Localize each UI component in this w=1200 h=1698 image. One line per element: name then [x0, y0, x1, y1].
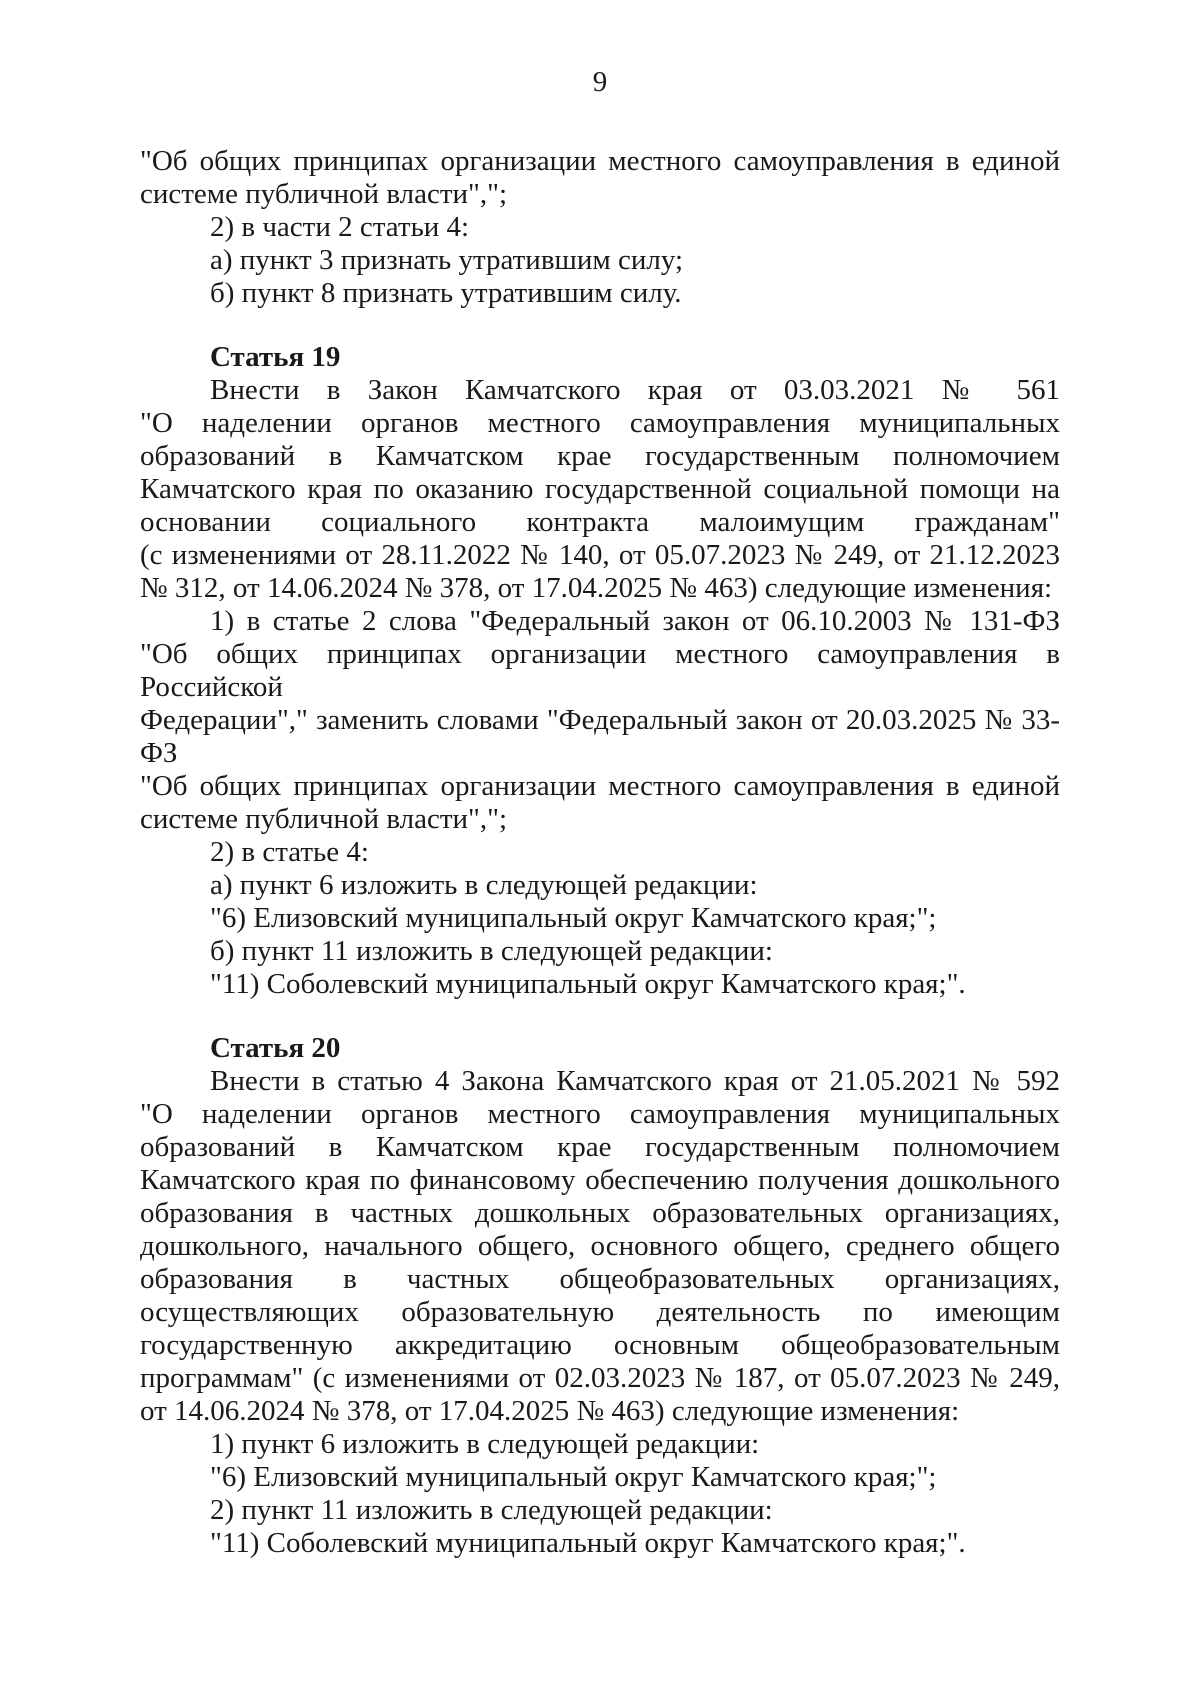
article-heading: Статья 20 — [210, 1032, 341, 1064]
text-line: Внести в статью 4 Закона Камчатского края от 21.05.2021 № 592 — [210, 1065, 1060, 1097]
text-line: от 14.06.2024 № 378, от 17.04.2025 № 463) следующие изменения: — [140, 1395, 960, 1427]
list-item: б) пункт 8 признать утратившим силу. — [210, 277, 682, 309]
text-line: Федерации"," заменить словами "Федеральный закон от 20.03.2025 № 33-ФЗ — [140, 704, 1060, 769]
section-continuation — [140, 145, 1060, 310]
text-line: образований в Камчатском крае государственным полномочием — [140, 440, 1060, 472]
text-line: государственную аккредитацию основным общеобразовательным — [140, 1329, 1060, 1361]
text-line: образований в Камчатском крае государственным полномочием — [140, 1131, 1060, 1163]
text-line: (с изменениями от 28.11.2022 № 140, от 05.07.2023 № 249, от 21.12.2023 — [140, 539, 1060, 571]
list-item: 2) в части 2 статьи 4: — [210, 211, 470, 243]
text-line: дошкольного, начального общего, основного общего, среднего общего — [140, 1230, 1060, 1262]
text-line: Внести в Закон Камчатского края от 03.03.2021 № 561 — [210, 374, 1060, 406]
document-body — [140, 145, 1060, 1560]
list-item: б) пункт 11 изложить в следующей редакции: — [210, 935, 773, 967]
text-line: программам" (с изменениями от 02.03.2023 № 187, от 05.07.2023 № 249, — [140, 1362, 1060, 1394]
text-line: Камчатского края по оказанию государственной социальной помощи на — [140, 473, 1060, 505]
page-number: 9 — [592, 66, 608, 98]
text-line: № 312, от 14.06.2024 № 378, от 17.04.2025 № 463) следующие изменения: — [140, 572, 1053, 604]
list-item: 2) пункт 11 изложить в следующей редакции: — [210, 1494, 773, 1526]
list-item: "11) Соболевский муниципальный округ Камчатского края;". — [210, 968, 966, 1000]
text-line: основании социального контракта малоимущим гражданам" — [140, 506, 1060, 538]
article-20 — [140, 1032, 1060, 1560]
list-item: а) пункт 3 признать утратившим силу; — [210, 244, 684, 276]
article-heading: Статья 19 — [210, 341, 341, 373]
text-line: системе публичной власти","; — [140, 178, 508, 210]
list-item: 1) пункт 6 изложить в следующей редакции: — [210, 1428, 760, 1460]
text-line: образования в частных дошкольных образовательных организациях, — [140, 1197, 1060, 1229]
list-item: "11) Соболевский муниципальный округ Камчатского края;". — [210, 1527, 966, 1559]
article-19 — [140, 341, 1060, 1001]
text-line: "О наделении органов местного самоуправления муниципальных — [140, 407, 1060, 439]
text-line: Камчатского края по финансовому обеспечению получения дошкольного — [140, 1164, 1060, 1196]
text-line: "Об общих принципах организации местного самоуправления в единой — [140, 145, 1060, 177]
text-line: системе публичной власти","; — [140, 803, 508, 835]
text-line: осуществляющих образовательную деятельность по имеющим — [140, 1296, 1060, 1328]
list-item: 2) в статье 4: — [210, 836, 369, 868]
text-line: образования в частных общеобразовательных организациях, — [140, 1263, 1060, 1295]
text-line: 1) в статье 2 слова "Федеральный закон от 06.10.2003 № 131-ФЗ — [210, 605, 1060, 637]
list-item: "6) Елизовский муниципальный округ Камчатского края;"; — [210, 1461, 937, 1493]
text-line: "Об общих принципах организации местного самоуправления в единой — [140, 770, 1060, 802]
text-line: "О наделении органов местного самоуправления муниципальных — [140, 1098, 1060, 1130]
text-line: "Об общих принципах организации местного самоуправления в Российской — [140, 638, 1060, 703]
list-item: "6) Елизовский муниципальный округ Камчатского края;"; — [210, 902, 937, 934]
list-item: а) пункт 6 изложить в следующей редакции: — [210, 869, 758, 901]
